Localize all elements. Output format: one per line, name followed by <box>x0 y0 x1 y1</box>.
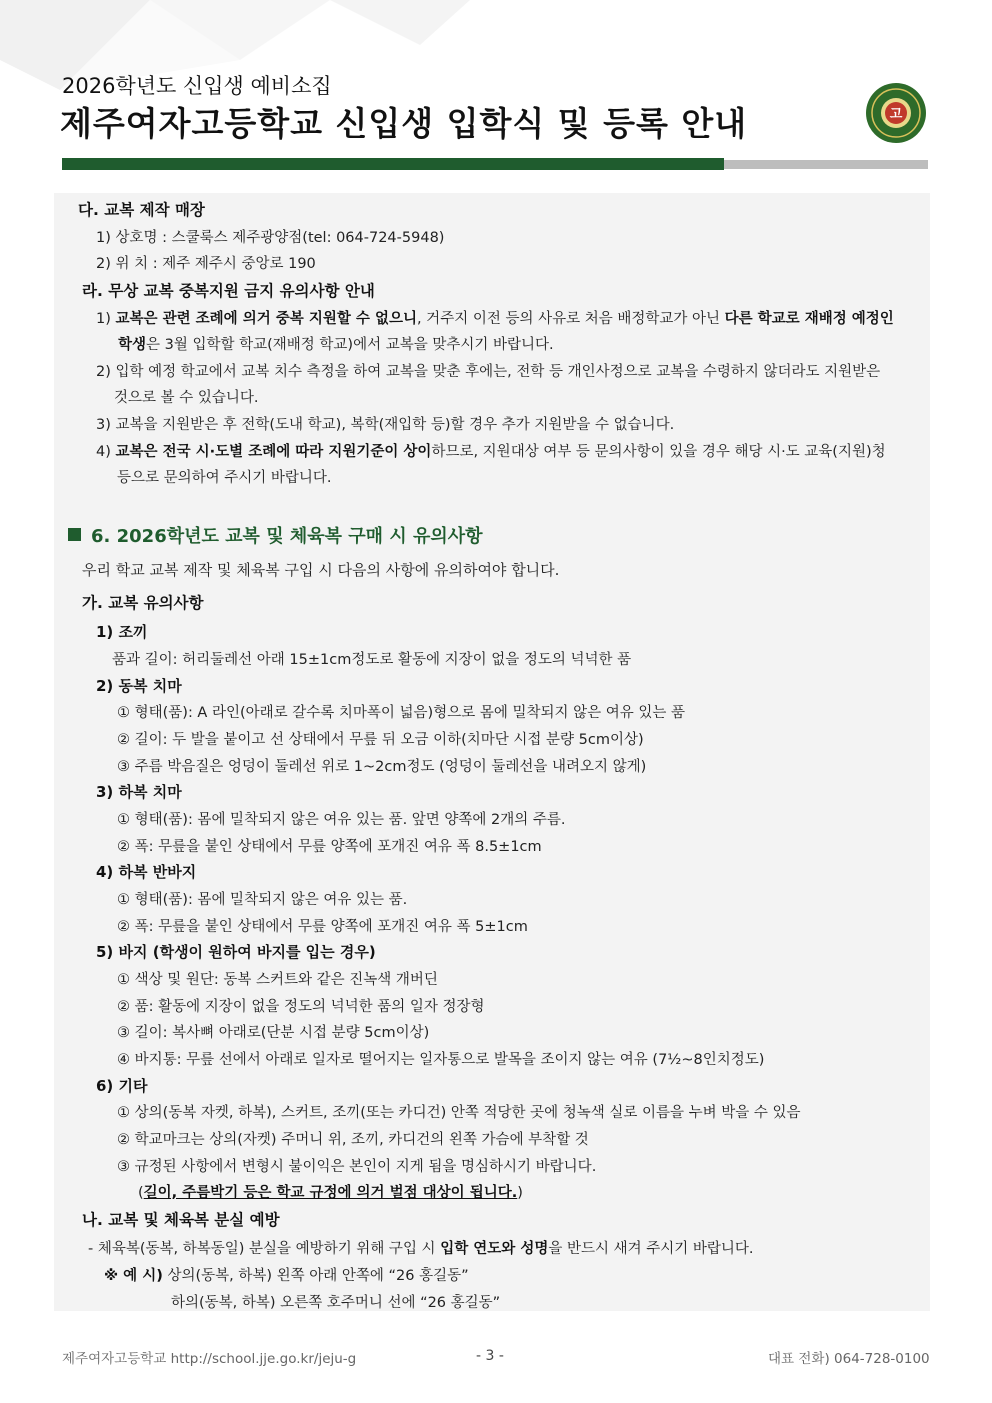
school-emblem-logo <box>865 82 927 144</box>
misc-line-1: ① 상의(동복 자켓, 하복), 스커트, 조끼(또는 카디건) 안쪽 적당한 곳에 청녹색 실로 이름을 누벼 박을 수 있음 <box>117 1105 801 1121</box>
misc-title: 6) 기타 <box>96 1077 148 1095</box>
ra-item-4-line-1: 4) 교복은 전국 시·도별 조례에 따라 지원기준이 상이하므로, 지원대상 여부 등 문의사항이 있을 경우 해당 시·도 교육(지원)청 <box>96 444 886 460</box>
ra-item-3: 3) 교복을 지원받은 후 전학(도내 학교), 복학(재입학 등)할 경우 추가 지원받을 수 없습니다. <box>96 417 675 433</box>
page-title: 제주여자고등학교 신입생 입학식 및 등록 안내 <box>60 104 748 143</box>
winter-skirt-line-3: ③ 주름 박음질은 엉덩이 둘레선 위로 1~2cm정도 (엉덩이 둘레선을 내려오지 않게) <box>117 759 647 775</box>
vest-line-1: 품과 길이: 허리둘레선 아래 15±1cm정도로 활동에 지장이 없을 정도의 넉넉한 품 <box>112 652 632 668</box>
example-line-2: 하의(동복, 하복) 오른쪽 호주머니 선에 “26 홍길동” <box>171 1295 501 1311</box>
vest-title: 1) 조끼 <box>96 623 148 641</box>
page-subtitle: 2026학년도 신입생 예비소집 <box>62 74 332 98</box>
loss-prevention-line: - 체육복(동복, 하복동일) 분실을 예방하기 위해 구입 시 입학 연도와 성명을 반드시 새겨 주시기 바랍니다. <box>88 1241 754 1257</box>
summer-shorts-title: 4) 하복 반바지 <box>96 863 197 881</box>
svg-text:고: 고 <box>889 107 903 122</box>
ra-item-4-line-2: 등으로 문의하여 주시기 바랍니다. <box>117 470 332 486</box>
section-ra-heading: 라. 무상 교복 중복지원 금지 유의사항 안내 <box>82 282 375 300</box>
ra-item-2-line-1: 2) 입학 예정 학교에서 교복 치수 측정을 하여 교복을 맞춘 후에는, 전학 등 개인사정으로 교복을 수령하지 않더라도 지원받은 <box>96 364 881 380</box>
pants-line-1: ① 색상 및 원단: 동복 스커트와 같은 진녹색 개버딘 <box>117 972 438 988</box>
square-bullet-icon <box>68 528 81 541</box>
summer-skirt-title: 3) 하복 치마 <box>96 783 182 801</box>
penalty-note: (길이, 주름박기 등은 학교 규정에 의거 벌점 대상이 됩니다.) <box>138 1185 523 1201</box>
section-6-heading: 6. 2026학년도 교복 및 체육복 구매 시 유의사항 <box>68 522 483 548</box>
header-rule-green <box>62 158 724 170</box>
misc-line-2: ② 학교마크는 상의(자켓) 주머니 위, 조끼, 카디건의 왼쪽 가슴에 부착할 것 <box>117 1132 589 1148</box>
loss-prevention-heading: 나. 교복 및 체육복 분실 예방 <box>82 1211 280 1229</box>
winter-skirt-line-2: ② 길이: 두 발을 붙이고 선 상태에서 무릎 뒤 오금 이하(치마단 시접 분량 5cm이상) <box>117 732 644 748</box>
ra-item-1-line-2: 학생은 3월 입학할 학교(재배정 학교)에서 교복을 맞추시기 바랍니다. <box>118 337 554 353</box>
winter-skirt-title: 2) 동복 치마 <box>96 677 182 695</box>
ra-item-2-line-2: 것으로 볼 수 있습니다. <box>114 390 259 406</box>
footer-school-url: 제주여자고등학교 http://school.jje.go.kr/jeju-g <box>62 1351 357 1367</box>
pants-title: 5) 바지 (학생이 원하여 바지를 입는 경우) <box>96 943 376 961</box>
pants-line-4: ④ 바지통: 무릎 선에서 아래로 일자로 떨어지는 일자통으로 발목을 조이지 않는 여유 (7½~8인치정도) <box>117 1052 765 1068</box>
summer-shorts-line-1: ① 형태(품): 몸에 밀착되지 않은 여유 있는 품. <box>117 892 408 908</box>
header-rule-gray <box>724 160 928 169</box>
pants-line-2: ② 품: 활동에 지장이 없을 정도의 넉넉한 품의 일자 정장형 <box>117 999 485 1015</box>
pants-line-3: ③ 길이: 복사뼈 아래로(단분 시접 분량 5cm이상) <box>117 1025 430 1041</box>
uniform-notes-heading: 가. 교복 유의사항 <box>82 594 204 612</box>
shop-address-line: 2) 위 치 : 제주 제주시 중앙로 190 <box>96 256 316 272</box>
ra-item-1-line-1: 1) 교복은 관련 조례에 의거 중복 지원할 수 없으니, 거주지 이전 등의 사유로 처음 배정학교가 아닌 다른 학교로 재배정 예정인 <box>96 311 894 327</box>
misc-line-3: ③ 규정된 사항에서 변형시 불이익은 본인이 지게 됨을 명심하시기 바랍니다. <box>117 1159 597 1175</box>
section-6-intro: 우리 학교 교복 제작 및 체육복 구입 시 다음의 사항에 유의하여야 합니다. <box>82 561 560 579</box>
winter-skirt-line-1: ① 형태(품): A 라인(아래로 갈수록 치마폭이 넓음)형으로 몸에 밀착되지 않은 여유 있는 품 <box>117 705 685 721</box>
shop-name-line: 1) 상호명 : 스쿨룩스 제주광양점(tel: 064-724-5948) <box>96 230 445 246</box>
footer-phone: 대표 전화) 064-728-0100 <box>768 1351 930 1367</box>
summer-skirt-line-2: ② 폭: 무릎을 붙인 상태에서 무릎 양쪽에 포개진 여유 폭 8.5±1cm <box>117 839 542 855</box>
example-line-1: ※ 예 시) 상의(동복, 하복) 왼쪽 아래 안쪽에 “26 홍길동” <box>104 1268 469 1284</box>
summer-shorts-line-2: ② 폭: 무릎을 붙인 상태에서 무릎 양쪽에 포개진 여유 폭 5±1cm <box>117 919 528 935</box>
summer-skirt-line-1: ① 형태(품): 몸에 밀착되지 않은 여유 있는 품. 앞면 양쪽에 2개의 주름. <box>117 812 566 828</box>
section-da-heading: 다. 교복 제작 매장 <box>78 201 205 219</box>
page-number: - 3 - <box>476 1348 504 1364</box>
